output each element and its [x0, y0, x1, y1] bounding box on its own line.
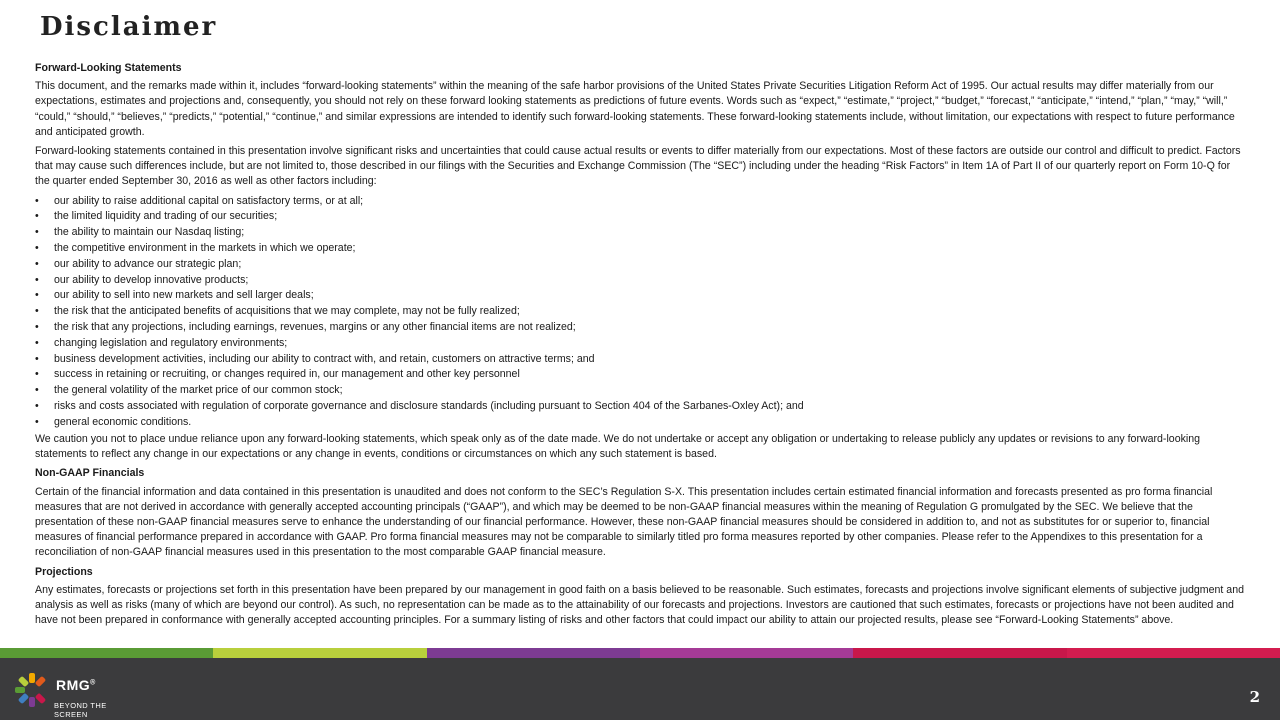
color-stripe-segment [0, 648, 213, 658]
risk-factor-list [35, 194, 1247, 430]
color-stripe-segment [213, 648, 426, 658]
forward-looking-paragraph-1: This document, and the remarks made within it, includes “forward-looking statements” within the meaning of the safe harbor provisions of the United States Private Securities Litigation Reform Act of 1995. Our actual results may differ materially from our expectations, estimates and projections and, consequently, you should not rely on these forward looking statements as predictions of future events. Words such as “expect,” “estimate,” “project,” “budget,” “forecast,” “anticipate,” “intend,” “plan,” “may,” “will,” “could,” “should,” “believes,” “predicts,” “potential,” “continue,” and similar expressions are intended to identify such forward-looking statements. These forward-looking statements include, without limitation, our expectations with respect to future performance and anticipated growth. [35, 80, 1235, 138]
color-stripe-segment [427, 648, 640, 658]
logo-trademark: ® [90, 679, 96, 687]
list-item: • the limited liquidity and trading of our securities; [35, 209, 1247, 224]
footer-bar [0, 658, 1280, 720]
list-item: • changing legislation and regulatory environments; [35, 336, 1247, 351]
color-stripe-segment [1067, 648, 1280, 658]
list-item: • business development activities, including our ability to contract with, and retain, customers on attractive terms; and [35, 352, 1247, 367]
color-stripe-segment [640, 648, 853, 658]
list-item: • our ability to sell into new markets and sell larger deals; [35, 288, 1247, 303]
list-item: • the ability to maintain our Nasdaq listing; [35, 225, 1247, 240]
color-stripe [0, 648, 1280, 658]
list-item: • general economic conditions. [35, 415, 1247, 430]
logo-wordmark: RMG [56, 677, 91, 693]
rmg-logo [12, 670, 132, 719]
section-heading-non-gaap: Non-GAAP Financials [35, 467, 145, 480]
projections-paragraph: Any estimates, forecasts or projections set forth in this presentation have been prepared by our management in good faith on a basis believed to be reasonable. Such estimates, forecasts and projections involve significant elements of subjective judgment and analysis as well as risks (many of which are beyond our control). As such, no representation can be made as to the attainability of our forecasts and projections. Investors are cautioned that such estimates, forecasts or projections have not been audited and have not been prepared in conformance with generally accepted accounting principles. For a summary listing of risks and other factors that could impact our ability to attain our projected results, please see “Forward-Looking Statements” above. [35, 583, 1244, 627]
list-item: • success in retaining or recruiting, or changes required in, our management and other key personnel [35, 367, 1247, 382]
logo-tagline: BEYOND THE SCREEN [54, 701, 107, 719]
forward-looking-paragraph-3: We caution you not to place undue reliance upon any forward-looking statements, which speak only as of the date made. We do not undertake or accept any obligation or undertaking to release publicly any updates or revisions to any forward-looking statements to reflect any change in our expectations or any change in events, conditions or circumstances on which any such statement is based. [35, 432, 1201, 461]
page-title: Disclaimer [40, 12, 218, 42]
color-stripe-segment [853, 648, 1066, 658]
list-item: • the competitive environment in the markets in which we operate; [35, 241, 1247, 256]
rmg-logo-icon [12, 670, 56, 710]
list-item: • the general volatility of the market price of our common stock; [35, 383, 1247, 398]
section-heading-projections: Projections [35, 565, 93, 578]
non-gaap-paragraph: Certain of the financial information and data contained in this presentation is unaudited and does not conform to the SEC’s Regulation S-X. This presentation includes certain estimated financial information and forecasts presented as pro forma financial measures that are not derived in accordance with generally accepted accounting principals (“GAAP”), and which may be deemed to be non-GAAP financial measures within the meaning of Regulation G promulgated by the SEC. We believe that the presentation of these non-GAAP financial measures serve to enhance the understanding of our financial performance. However, these non-GAAP financial measures should be considered in addition to, and not as substitutes for or superior to, financial measures of financial performance prepared in accordance with GAAP. Pro forma financial measures may not be comparable to similarly titled pro forma measures reported by other companies. Please refer to the Appendixes to this presentation for a reconciliation of non-GAAP financial measures used in this presentation to the most comparable GAAP financial measure. [35, 485, 1213, 559]
list-item: • the risk that the anticipated benefits of acquisitions that we may complete, may not be fully realized; [35, 304, 1247, 319]
forward-looking-paragraph-2: Forward-looking statements contained in this presentation involve significant risks and uncertainties that could cause actual results or events to differ materially from our expectations. Most of these factors are outside our control and difficult to predict. Factors that may cause such differences include, but are not limited to, those described in our filings with the Securities and Exchange Commission (The “SEC”) including under the heading “Risk Factors” in Item 1A of Part II of our quarterly report on Form 10-Q for the quarter ended September 30, 2016 as well as other factors including: [35, 145, 1241, 188]
page-number: 2 [1249, 688, 1260, 706]
list-item: • our ability to develop innovative products; [35, 273, 1247, 288]
list-item: • the risk that any projections, including earnings, revenues, margins or any other financial items are not realized; [35, 320, 1247, 335]
disclaimer-body [35, 60, 1247, 632]
section-heading-forward-looking: Forward-Looking Statements [35, 62, 182, 74]
list-item: • risks and costs associated with regulation of corporate governance and disclosure standards (including pursuant to Section 404 of the Sarbanes-Oxley Act); and [35, 399, 1247, 414]
list-item: • our ability to raise additional capital on satisfactory terms, or at all; [35, 194, 1247, 209]
list-item: • our ability to advance our strategic plan; [35, 257, 1247, 272]
